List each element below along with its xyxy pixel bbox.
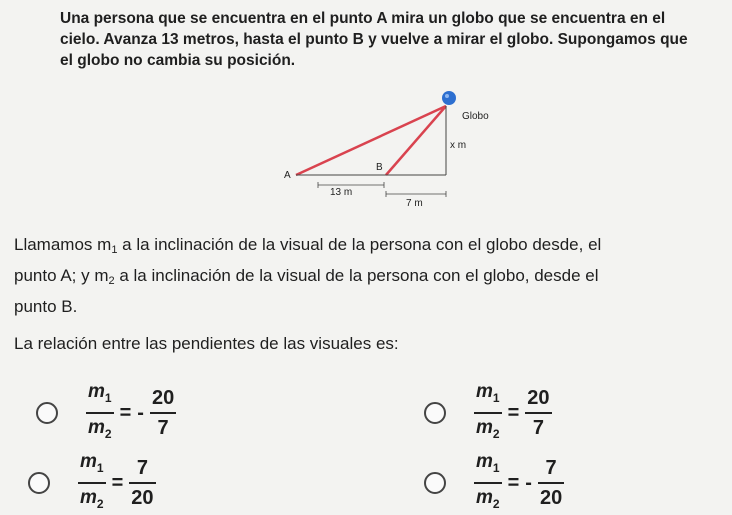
expression-b: $\frac{m_1}{m_2}$ = $\frac{20}{7}$: [476, 381, 550, 441]
prompt-text: La relación entre las pendientes de las visuales es:: [14, 334, 399, 353]
expression-a: $\frac{m_1}{m_2}$ = - $\frac{20}{7}$: [88, 381, 175, 441]
figure-svg: [278, 86, 508, 216]
radio-option-d[interactable]: [424, 472, 446, 494]
label-13m: 13 m: [330, 187, 353, 198]
label-x: x m: [450, 140, 467, 151]
sign-d: -: [525, 471, 532, 494]
problem-statement: [60, 8, 720, 71]
option-c[interactable]: [28, 451, 156, 515]
balloon-icon: [442, 91, 456, 105]
balloon-figure: [278, 86, 508, 216]
visual-line-b: [386, 106, 446, 175]
question-line-2: punto A; y $m_2$ a la inclinación de la visual de la persona con el globo, desde el: [14, 266, 599, 287]
question-line-1: Llamamos $m_1$ a la inclinación de la visual de la persona con el globo desde, el: [14, 235, 602, 256]
question-text: [14, 232, 714, 319]
expression-d: $\frac{m_1}{m_2}$ = - $\frac{7}{20}$: [476, 451, 563, 511]
radio-option-a[interactable]: [36, 402, 58, 424]
option-a[interactable]: [36, 381, 176, 445]
problem-line-3: el globo no cambia su posición.: [60, 52, 296, 69]
label-7m: 7 m: [406, 198, 423, 209]
problem-line-2: cielo. Avanza 13 metros, hasta el punto B y vuelve a mirar el globo. Supongamos que: [60, 31, 688, 48]
option-d[interactable]: [424, 451, 564, 515]
sign-a: -: [137, 401, 144, 424]
label-a: A: [284, 170, 291, 181]
expression-c: $\frac{m_1}{m_2}$ = $\frac{7}{20}$: [80, 451, 154, 511]
problem-line-1: Una persona que se encuentra en el punto A mira un globo que se encuentra en el: [60, 10, 666, 27]
label-b: B: [376, 162, 383, 173]
radio-option-b[interactable]: [424, 402, 446, 424]
question-line-3: punto B.: [14, 297, 78, 316]
option-b[interactable]: [424, 381, 552, 445]
label-globo: Globo: [462, 111, 489, 122]
radio-option-c[interactable]: [28, 472, 50, 494]
visual-line-a: [296, 106, 446, 175]
